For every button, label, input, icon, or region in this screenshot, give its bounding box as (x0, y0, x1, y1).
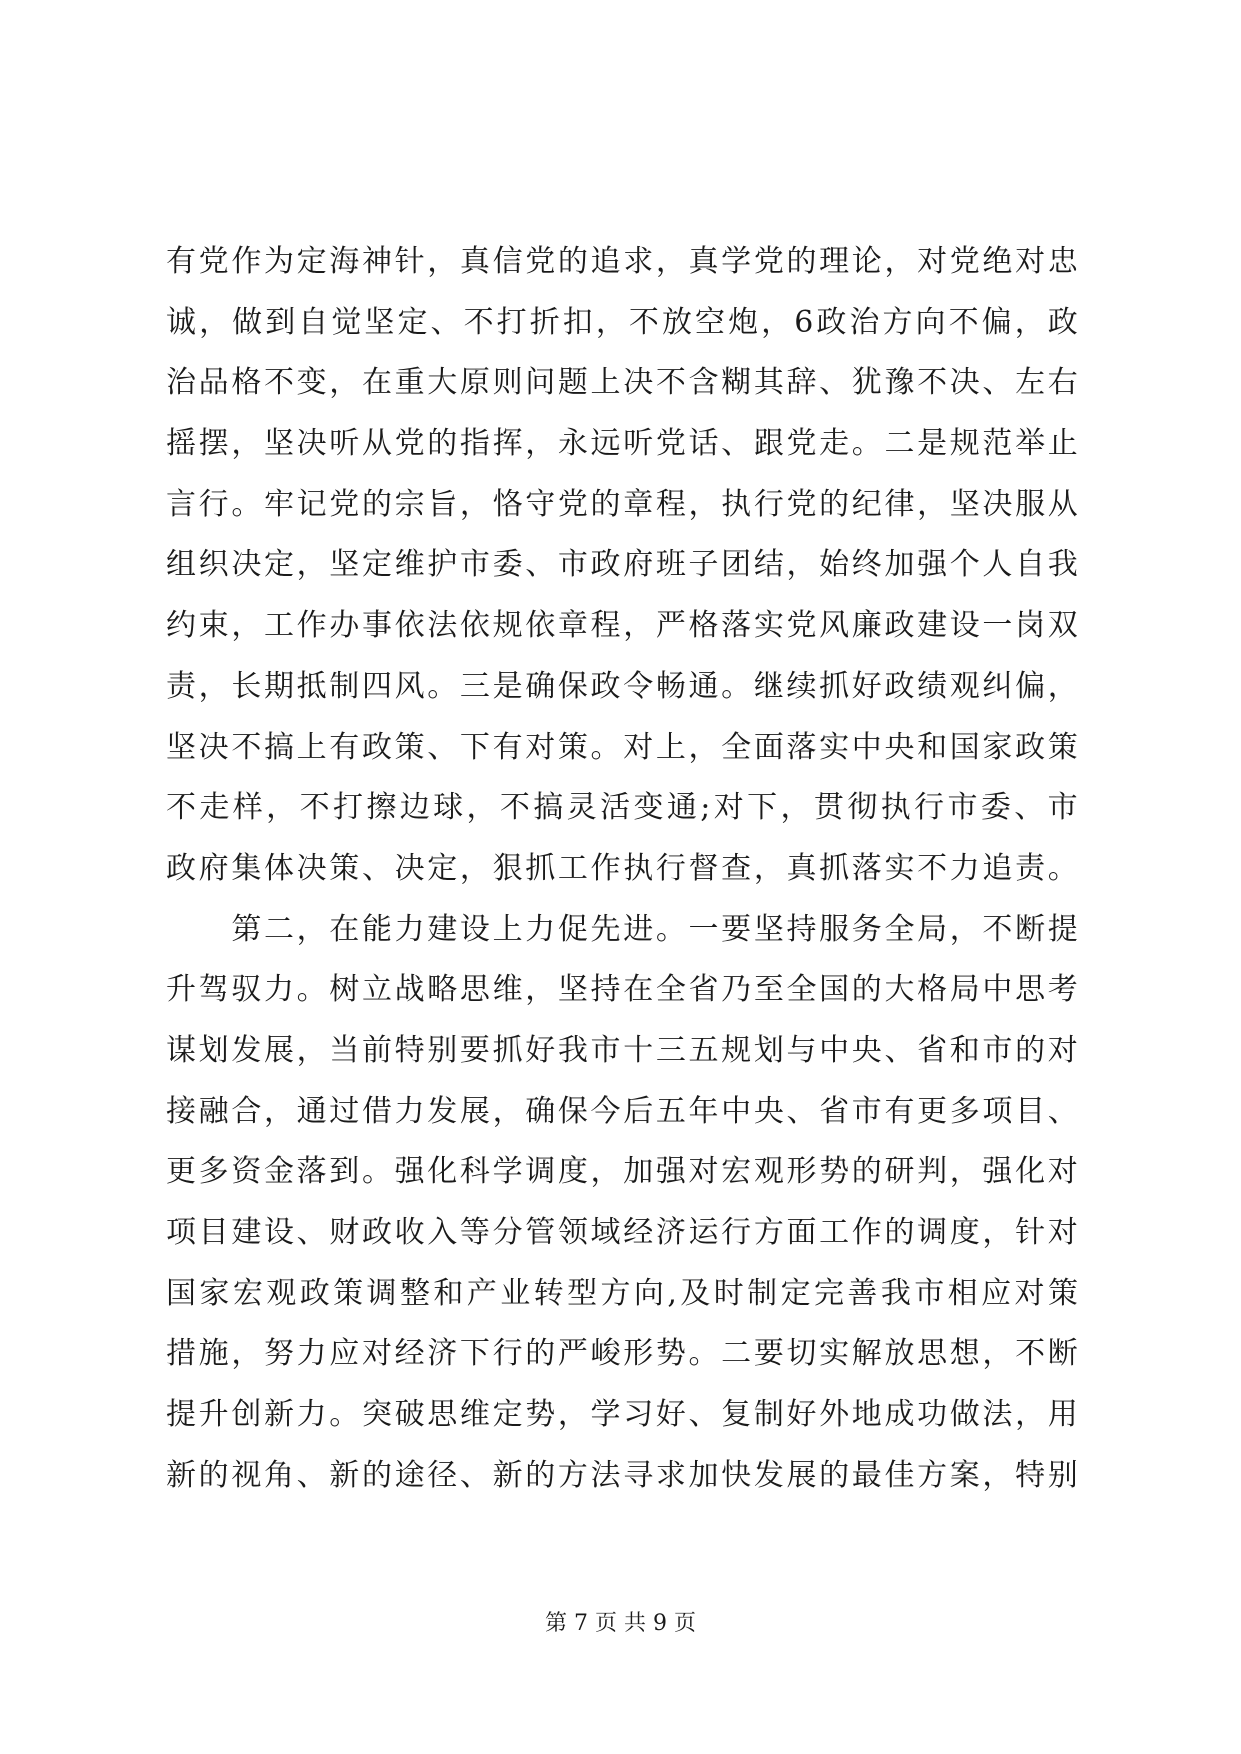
text-line: 有 党 作 为 定 海 神 针 ， 真 信 党 的 追 求 ， 真 学 党 的 理 论 ， 对 党 绝 对 忠 (166, 244, 1078, 279)
text-line: 组 织 决 定 ， 坚 定 维 护 市 委 、 市 政 府 班 子 团 结 ， 始 终 加 强 个 人 自 我 (166, 547, 1078, 583)
text-line: 政 府 集 体 决 策 、 决 定 ， 狠 抓 工 作 执 行 督 查 ， 真 抓 落 实 不 力 追 责 。 (166, 850, 1078, 886)
text-line: 提 升 创 新 力 。 突 破 思 维 定 势 ， 学 习 好 、 复 制 好 外 地 成 功 做 法 ， 用 (166, 1397, 1078, 1433)
text-line: 接 融 合 ， 通 过 借 力 发 展 ， 确 保 今 后 五 年 中 央 、 省 市 有 更 多 项 目 、 (166, 1093, 1078, 1129)
text-line: 项 目 建 设 、 财 政 收 入 等 分 管 领 域 经 济 运 行 方 面 工 作 的 调 度 ， 针 对 (166, 1215, 1078, 1250)
text-line: 升 驾 驭 力 。 树 立 战 略 思 维 ， 坚 持 在 全 省 乃 至 全 国 的 大 格 局 中 思 考 (166, 972, 1078, 1008)
text-line: 言 行 。 牢 记 党 的 宗 旨 ， 恪 守 党 的 章 程 ， 执 行 党 的 纪 律 ， 坚 决 服 从 (166, 486, 1078, 522)
text-line: 国 家 宏 观 政 策 调 整 和 产 业 转 型 方 向 , 及 时 制 定 完 善 我 市 相 应 对 策 (166, 1275, 1078, 1311)
text-line: 治 品 格 不 变 ， 在 重 大 原 则 问 题 上 决 不 含 糊 其 辞 、 犹 豫 不 决 、 左 右 (166, 365, 1078, 401)
text-line: 诚 ， 做 到 自 觉 坚 定 、 不 打 折 扣 ， 不 放 空 炮 ， 6 政 治 方 向 不 偏 ， 政 (166, 304, 1078, 340)
text-line: 谋 划 发 展 ， 当 前 特 别 要 抓 好 我 市 十 三 五 规 划 与 中 央 、 省 和 市 的 对 (166, 1032, 1078, 1068)
text-line: 不 走 样 ， 不 打 擦 边 球 ， 不 搞 灵 活 变 通 ; 对 下 ， 贯 彻 执 行 市 委 、 市 (166, 790, 1078, 826)
text-line: 第 二 ， 在 能 力 建 设 上 力 促 先 进 。 一 要 坚 持 服 务 全 局 ， 不 断 提 (231, 911, 1078, 947)
text-line: 摇 摆 ， 坚 决 听 从 党 的 指 挥 ， 永 远 听 党 话 、 跟 党 走 。 二 是 规 范 举 止 (166, 426, 1078, 462)
text-line: 约 束 ， 工 作 办 事 依 法 依 规 依 章 程 ， 严 格 落 实 党 风 廉 政 建 设 一 岗 双 (166, 608, 1078, 644)
text-line: 坚 决 不 搞 上 有 政 策 、 下 有 对 策 。 对 上 ， 全 面 落 实 中 央 和 国 家 政 策 (166, 729, 1078, 765)
page-footer: 第 7 页 共 9 页 (545, 1611, 696, 1636)
document-body (166, 232, 1078, 1506)
text-line: 责 ， 长 期 抵 制 四 风 。 三 是 确 保 政 令 畅 通 。 继 续 抓 好 政 绩 观 纠 偏 ， (166, 668, 1078, 704)
text-line: 措 施 ， 努 力 应 对 经 济 下 行 的 严 峻 形 势 。 二 要 切 实 解 放 思 想 ， 不 断 (166, 1336, 1078, 1372)
text-line: 更 多 资 金 落 到 。 强 化 科 学 调 度 ， 加 强 对 宏 观 形 势 的 研 判 ， 强 化 对 (166, 1154, 1078, 1190)
text-line: 新 的 视 角 、 新 的 途 径 、 新 的 方 法 寻 求 加 快 发 展 的 最 佳 方 案 ， 特 别 (166, 1457, 1078, 1493)
